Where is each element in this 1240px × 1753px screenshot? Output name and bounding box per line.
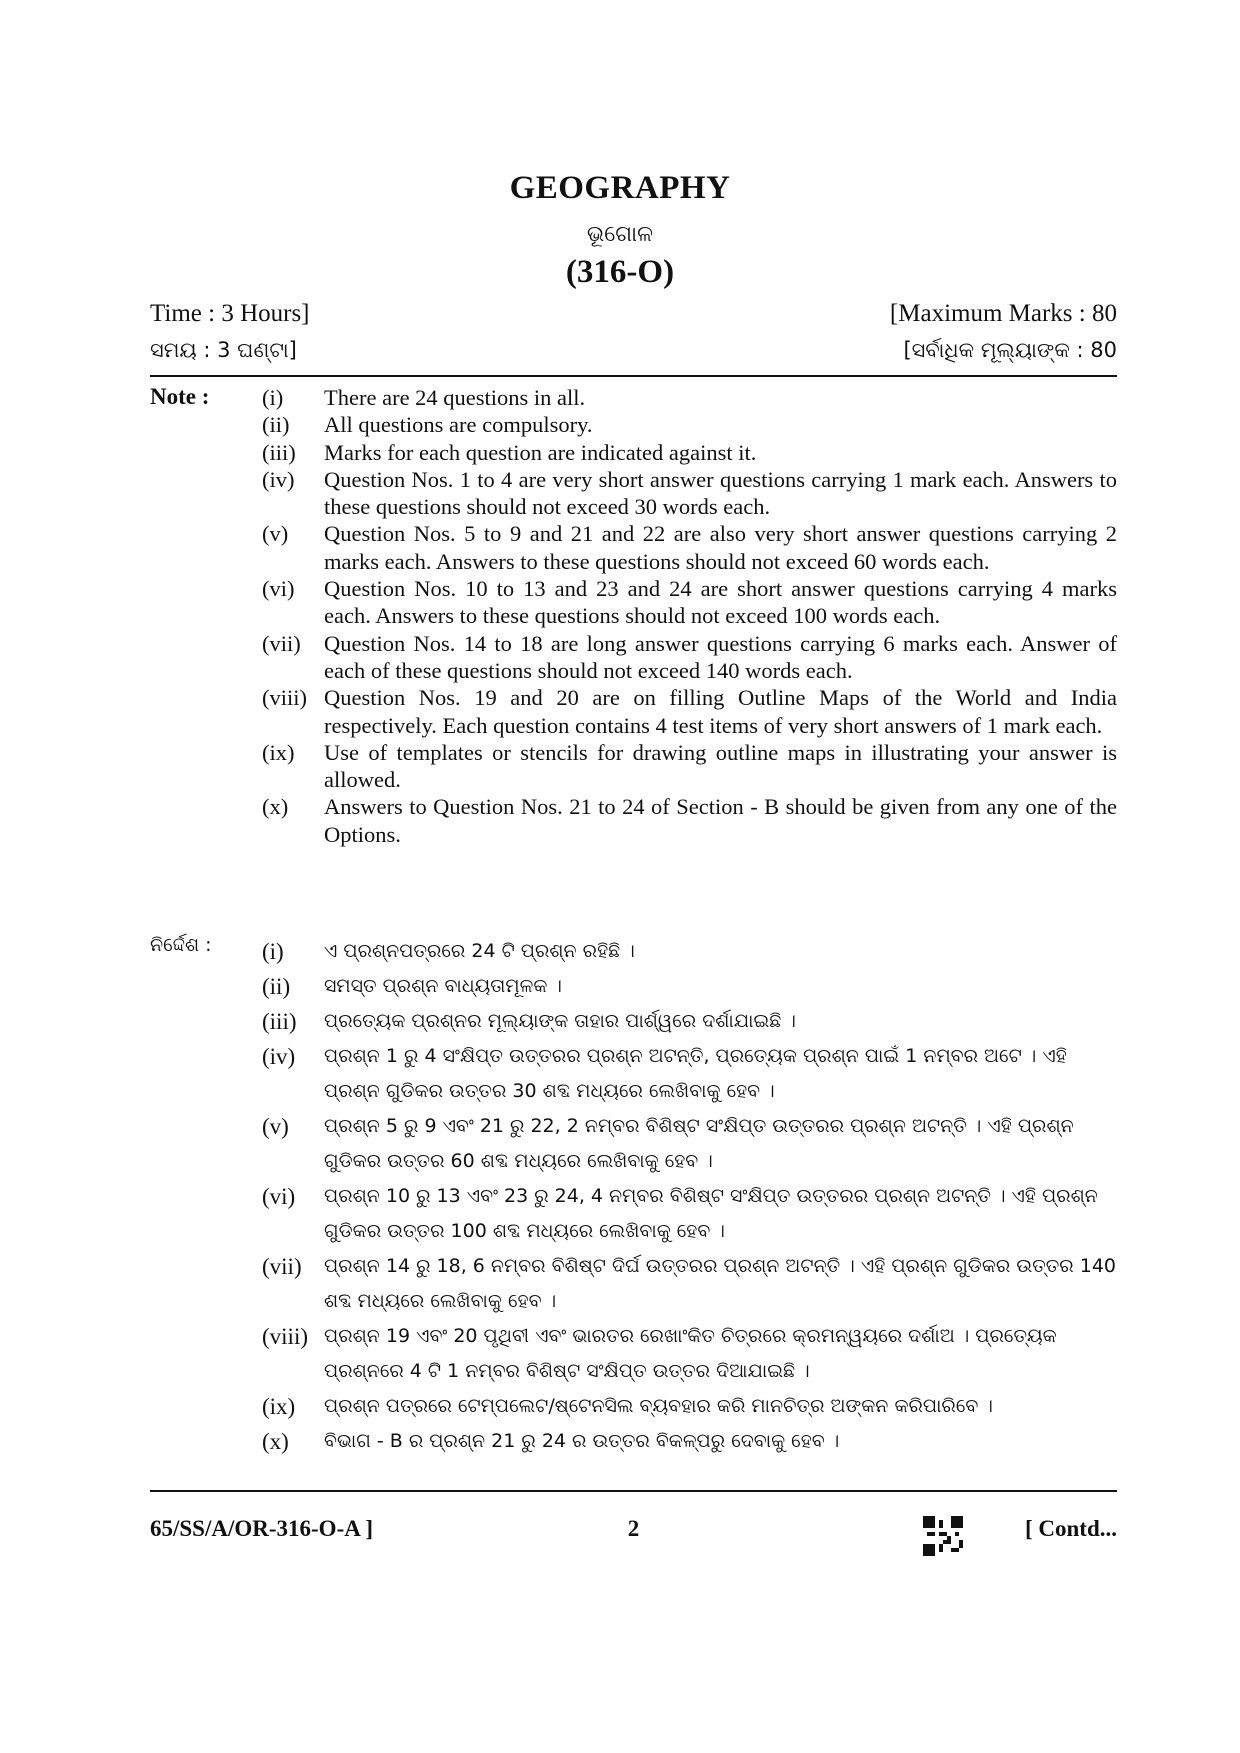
instruction-odia-item (262, 1109, 1117, 1179)
instruction-item-number: (iii) (262, 439, 296, 465)
instruction-item-text: Marks for each question are indicated against it. (324, 439, 757, 465)
instruction-item (262, 793, 1117, 848)
instruction-odia-item-number: (vi) (262, 1184, 296, 1209)
instruction-item-text: Use of templates or stencils for drawing outline maps in illustrating your answer is allowed. (324, 739, 1117, 793)
instruction-odia-item (262, 1004, 1117, 1039)
instruction-list (262, 384, 1117, 848)
instruction-item-number: (ii) (262, 412, 290, 438)
time-marks-row-odia (150, 338, 1117, 363)
instruction-item-text: Answers to Question Nos. 21 to 24 of Section - B should be given from any one of the Options. (324, 794, 1117, 847)
instruction-odia-item-text: ପ୍ରଶ୍ନ 1 ରୁ 4 ସଂକ୍ଷିପ୍ତ ଉତ୍ତରର ପ୍ରଶ୍ନ ଅଟନ୍ତି, ପ୍ରତ୍ୟେକ ପ୍ରଶ୍ନ ପାଇଁ 1 ନମ୍ବର ଅଟେ । ଏହି ପ୍ରଶ୍ନ ଗୁଡିକର ଉତ୍ତର 30 ଶବ୍ଦ ମଧ୍ୟରେ ଲେଖିବାକୁ ହେବ । (324, 1045, 1067, 1102)
instruction-odia-item-text: ପ୍ରତ୍ୟେକ ପ୍ରଶ୍ନର ମୂଲ୍ୟାଙ୍କ ତାହାର ପାର୍ଶ୍ୱରେ ଦର୍ଶାଯାଇଛି । (324, 1010, 796, 1032)
qr-code-icon (923, 1516, 963, 1556)
note-label: Note : (150, 384, 210, 409)
instruction-odia-item-number: (x) (262, 1429, 289, 1454)
instruction-odia-item (262, 1249, 1117, 1319)
page-number: 2 (627, 1516, 640, 1541)
instruction-item-number: (x) (262, 794, 289, 820)
instruction-item (262, 384, 1117, 411)
instruction-item-text: There are 24 questions in all. (324, 385, 586, 410)
max-marks-label: [Maximum Marks : 80 (889, 300, 1117, 327)
time-label: Time : 3 Hours] (150, 300, 310, 327)
instruction-odia-item (262, 934, 1117, 969)
instruction-odia-item-number: (vii) (262, 1254, 302, 1279)
instruction-item-number: (vii) (262, 630, 301, 656)
instruction-odia-item-text: ପ୍ରଶ୍ନ 5 ରୁ 9 ଏବଂ 21 ରୁ 22, 2 ନମ୍ବର ବିଶିଷ୍ଟ ସଂକ୍ଷିପ୍ତ ଉତ୍ତରର ପ୍ରଶ୍ନ ଅଟନ୍ତି । ଏହି ପ୍ରଶ୍ନ ଗୁଡିକର ଉତ୍ତର 60 ଶବ୍ଦ ମଧ୍ୟରେ ଲେଖିବାକୁ ହେବ । (324, 1115, 1074, 1172)
instruction-odia-item (262, 969, 1117, 1004)
instruction-item (262, 684, 1117, 739)
instruction-item (262, 439, 1117, 466)
page-title: GEOGRAPHY (509, 170, 731, 206)
instruction-odia-item (262, 1424, 1117, 1459)
instruction-item-number: (v) (262, 521, 289, 547)
instruction-item-number: (iv) (262, 466, 295, 492)
instruction-odia-item (262, 1389, 1117, 1424)
instruction-item-text: Question Nos. 19 and 20 are on filling Outline Maps of the World and India respectively. Each question contains 4 test items of very short answers of 1 mark each. (324, 685, 1117, 738)
instruction-item-text: Question Nos. 5 to 9 and 21 and 22 are also very short answer questions carrying 2 marks each. Answers to these questions should not exceed 60 words each. (324, 521, 1117, 574)
instruction-item-text: Question Nos. 1 to 4 are very short answer questions carrying 1 mark each. Answers to these questions should not exceed 30 words each. (324, 466, 1117, 520)
instruction-item-number: (viii) (262, 685, 307, 711)
instruction-odia-item-number: (v) (262, 1114, 289, 1139)
instruction-odia-item-text: ସମସ୍ତ ପ୍ରଶ୍ନ ବାଧ୍ୟତାମୂଳକ । (324, 975, 562, 997)
header-divider (150, 375, 1117, 377)
instruction-item-text: Question Nos. 14 to 18 are long answer questions carrying 6 marks each. Answer of each of these questions should not exceed 140 words each. (324, 630, 1117, 683)
note-label-odia: ନିର୍ଦ୍ଦେଶ : (150, 934, 212, 956)
footer-divider (150, 1490, 1117, 1492)
instruction-odia-item-text: ପ୍ରଶ୍ନ ପତ୍ରରେ ଟେମ୍ପଲେଟ/ଷ୍ଟେନସିଲ ବ୍ୟବହାର କରି ମାନଚିତ୍ର ଅଙ୍କନ କରିପାରିବେ । (324, 1395, 993, 1417)
instruction-odia-item-number: (ix) (262, 1394, 296, 1419)
instruction-odia-item-number: (viii) (262, 1324, 308, 1349)
time-label-odia: ସମୟ : 3 ଘଣ୍ଟା] (150, 338, 297, 362)
instruction-item-number: (vi) (262, 576, 295, 602)
instruction-odia-item (262, 1179, 1117, 1249)
paper-id: 65/SS/A/OR-316-O-A ] (150, 1516, 373, 1541)
instruction-odia-item (262, 1039, 1117, 1109)
instruction-list-odia (262, 934, 1117, 1459)
instruction-odia-item (262, 1319, 1117, 1389)
page-title-odia: ଭୂଗୋଳ (586, 222, 654, 247)
instruction-odia-item-number: (iii) (262, 1009, 297, 1034)
instruction-odia-item-text: ଏ ପ୍ରଶ୍ନପତ୍ରରେ 24 ଟି ପ୍ରଶ୍ନ ରହିଛି । (324, 940, 635, 962)
max-marks-label-odia: [ସର୍ବାଧିକ ମୂଲ୍ୟାଙ୍କ : 80 (903, 338, 1117, 362)
instruction-odia-item-text: ପ୍ରଶ୍ନ 10 ରୁ 13 ଏବଂ 23 ରୁ 24, 4 ନମ୍ବର ବିଶିଷ୍ଟ ସଂକ୍ଷିପ୍ତ ଉତ୍ତରର ପ୍ରଶ୍ନ ଅଟନ୍ତି । ଏହି ପ୍ରଶ୍ନ ଗୁଡିକର ଉତ୍ତର 100 ଶବ୍ଦ ମଧ୍ୟରେ ଲେଖିବାକୁ ହେବ । (324, 1185, 1098, 1242)
instruction-item-number: (ix) (262, 739, 295, 765)
instruction-odia-item-text: ପ୍ରଶ୍ନ 19 ଏବଂ 20 ପୃଥିବୀ ଏବଂ ଭାରତର ରେଖାଂକିତ ଚିତ୍ରରେ କ୍ରମନ୍ୱୟରେ ଦର୍ଶାଅ । ପ୍ରତ୍ୟେକ ପ୍ରଶ୍ନରେ 4 ଟି 1 ନମ୍ବର ବିଶିଷ୍ଟ ସଂକ୍ଷିପ୍ତ ଉତ୍ତର ଦିଆଯାଇଛି । (324, 1325, 1057, 1382)
time-marks-row (150, 300, 1117, 328)
instruction-item-text: Question Nos. 10 to 13 and 23 and 24 are short answer questions carrying 4 marks each. Answers to these questions should not exceed 100 words each. (324, 576, 1117, 629)
instruction-item (262, 739, 1117, 794)
paper-code: (316-O) (565, 254, 675, 290)
footer (150, 1516, 1117, 1556)
instruction-item (262, 411, 1117, 438)
instruction-item (262, 630, 1117, 685)
instruction-odia-item-number: (ii) (262, 974, 291, 999)
instruction-odia-item-number: (i) (262, 939, 284, 964)
instruction-item-number: (i) (262, 385, 284, 410)
instruction-odia-item-text: ପ୍ରଶ୍ନ 14 ରୁ 18, 6 ନମ୍ବର ବିଶିଷ୍ଟ ଦିର୍ଘ ଉତ୍ତରର ପ୍ରଶ୍ନ ଅଟନ୍ତି । ଏହି ପ୍ରଶ୍ନ ଗୁଡିକର ଉତ୍ତର 140 ଶବ୍ଦ ମଧ୍ୟରେ ଲେଖିବାକୁ ହେବ । (324, 1255, 1116, 1312)
instruction-item-text: All questions are compulsory. (324, 412, 593, 438)
instruction-item (262, 575, 1117, 630)
instruction-odia-item-text: ବିଭାଗ - B ର ପ୍ରଶ୍ନ 21 ରୁ 24 ର ଉତ୍ତର ବିକଳ୍ପରୁ ଦେବାକୁ ହେବ । (324, 1430, 840, 1452)
instruction-odia-item-number: (iv) (262, 1044, 296, 1069)
continued-label: [ Contd... (1024, 1516, 1117, 1541)
instruction-item (262, 466, 1117, 521)
instruction-item (262, 520, 1117, 575)
